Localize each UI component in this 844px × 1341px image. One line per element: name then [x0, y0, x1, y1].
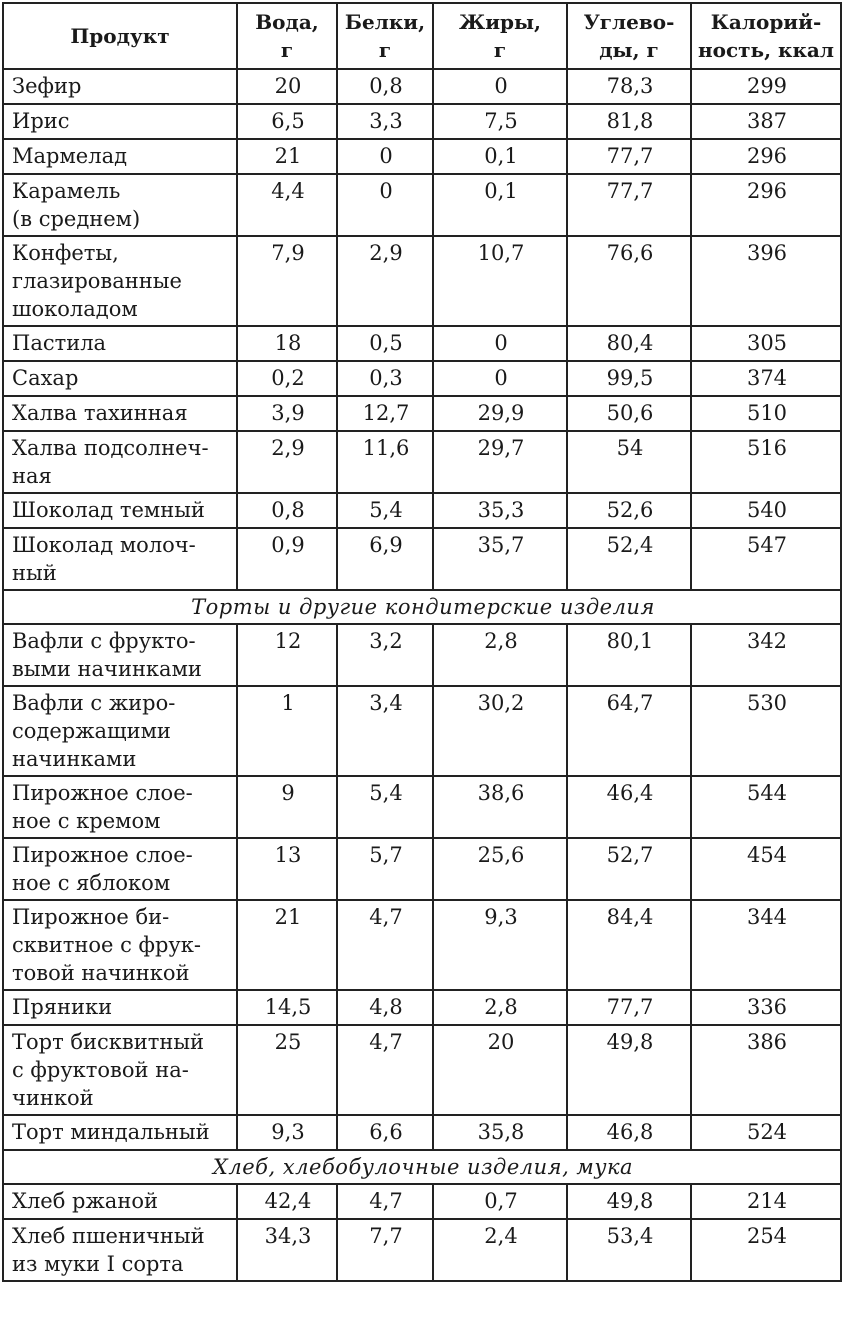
table-body [3, 69, 841, 1281]
product-name-line: шоколадом [12, 297, 138, 321]
product-name [3, 1115, 237, 1150]
table-row [3, 139, 841, 174]
section-row [3, 1150, 841, 1184]
water-value: 21 [237, 900, 337, 990]
carbs-value: 99,5 [567, 361, 691, 396]
water-value: 4,4 [237, 174, 337, 236]
product-name-line: Пирожное слое- [12, 781, 193, 805]
carbs-value: 77,7 [567, 174, 691, 236]
product-name [3, 990, 237, 1025]
header-carbs: Углево- ды, г [567, 3, 691, 69]
fat-value: 9,3 [433, 900, 567, 990]
product-name [3, 326, 237, 361]
fat-value: 10,7 [433, 236, 567, 326]
product-name-line: Торт миндальный [12, 1120, 210, 1144]
protein-value: 6,6 [337, 1115, 433, 1150]
product-name-line: Шоколад молоч- [12, 533, 196, 557]
table-row [3, 838, 841, 900]
section-row [3, 590, 841, 624]
header-calories: Калорий- ность, ккал [691, 3, 841, 69]
carbs-value: 81,8 [567, 104, 691, 139]
water-value: 9,3 [237, 1115, 337, 1150]
product-name-line: выми начинками [12, 657, 202, 681]
product-name [3, 900, 237, 990]
water-value: 12 [237, 624, 337, 686]
product-name [3, 838, 237, 900]
header-water: Вода, г [237, 3, 337, 69]
water-value: 20 [237, 69, 337, 104]
protein-value: 0,8 [337, 69, 433, 104]
table-row [3, 174, 841, 236]
carbs-value: 84,4 [567, 900, 691, 990]
calories-value: 544 [691, 776, 841, 838]
table-row [3, 1025, 841, 1115]
table-row [3, 1219, 841, 1281]
protein-value: 0 [337, 139, 433, 174]
calories-value: 454 [691, 838, 841, 900]
product-name-line: Хлеб пшеничный [12, 1224, 205, 1248]
protein-value: 5,7 [337, 838, 433, 900]
product-name [3, 1219, 237, 1281]
product-name-line: ный [12, 561, 57, 585]
calories-value: 336 [691, 990, 841, 1025]
product-name-line: Вафли с фрукто- [12, 629, 196, 653]
protein-value: 4,8 [337, 990, 433, 1025]
calories-value: 510 [691, 396, 841, 431]
fat-value: 0,1 [433, 139, 567, 174]
protein-value: 0 [337, 174, 433, 236]
carbs-value: 49,8 [567, 1184, 691, 1219]
table-row [3, 69, 841, 104]
fat-value: 7,5 [433, 104, 567, 139]
header-fat: Жиры, г [433, 3, 567, 69]
protein-value: 0,3 [337, 361, 433, 396]
water-value: 0,8 [237, 493, 337, 528]
water-value: 1 [237, 686, 337, 776]
carbs-value: 49,8 [567, 1025, 691, 1115]
protein-value: 0,5 [337, 326, 433, 361]
product-name-line: с фруктовой на- [12, 1058, 189, 1082]
carbs-value: 50,6 [567, 396, 691, 431]
header-product: Продукт [3, 3, 237, 69]
product-name-line: товой начинкой [12, 961, 190, 985]
fat-value: 0 [433, 361, 567, 396]
product-name [3, 361, 237, 396]
table-row [3, 104, 841, 139]
carbs-value: 77,7 [567, 139, 691, 174]
protein-value: 5,4 [337, 493, 433, 528]
calories-value: 524 [691, 1115, 841, 1150]
water-value: 25 [237, 1025, 337, 1115]
product-name-line: содержащими [12, 719, 171, 743]
calories-value: 387 [691, 104, 841, 139]
calories-value: 540 [691, 493, 841, 528]
carbs-value: 64,7 [567, 686, 691, 776]
water-value: 7,9 [237, 236, 337, 326]
fat-value: 29,9 [433, 396, 567, 431]
water-value: 9 [237, 776, 337, 838]
water-value: 6,5 [237, 104, 337, 139]
protein-value: 5,4 [337, 776, 433, 838]
water-value: 14,5 [237, 990, 337, 1025]
nutrition-table [2, 2, 842, 1282]
protein-value: 11,6 [337, 431, 433, 493]
product-name [3, 104, 237, 139]
table-row [3, 493, 841, 528]
product-name-line: Конфеты, [12, 241, 119, 265]
product-name [3, 431, 237, 493]
protein-value: 4,7 [337, 900, 433, 990]
protein-value: 4,7 [337, 1184, 433, 1219]
water-value: 3,9 [237, 396, 337, 431]
product-name-line: Пирожное слое- [12, 843, 193, 867]
product-name-line: Карамель [12, 179, 121, 203]
protein-value: 7,7 [337, 1219, 433, 1281]
product-name-line: Халва тахинная [12, 401, 188, 425]
carbs-value: 78,3 [567, 69, 691, 104]
calories-value: 530 [691, 686, 841, 776]
table-row [3, 431, 841, 493]
table-row [3, 1184, 841, 1219]
product-name [3, 1184, 237, 1219]
water-value: 2,9 [237, 431, 337, 493]
calories-value: 516 [691, 431, 841, 493]
protein-value: 3,2 [337, 624, 433, 686]
product-name-line: Торт бисквитный [12, 1030, 205, 1054]
product-name [3, 174, 237, 236]
product-name [3, 396, 237, 431]
carbs-value: 80,1 [567, 624, 691, 686]
product-name [3, 686, 237, 776]
fat-value: 35,8 [433, 1115, 567, 1150]
product-name-line: Халва подсолнеч- [12, 436, 209, 460]
carbs-value: 54 [567, 431, 691, 493]
product-name-line: чинкой [12, 1086, 94, 1110]
calories-value: 305 [691, 326, 841, 361]
table-row [3, 686, 841, 776]
carbs-value: 46,4 [567, 776, 691, 838]
product-name [3, 528, 237, 590]
carbs-value: 80,4 [567, 326, 691, 361]
fat-value: 0,1 [433, 174, 567, 236]
water-value: 21 [237, 139, 337, 174]
carbs-value: 52,4 [567, 528, 691, 590]
product-name [3, 69, 237, 104]
protein-value: 2,9 [337, 236, 433, 326]
water-value: 34,3 [237, 1219, 337, 1281]
product-name [3, 236, 237, 326]
product-name-line: из муки I сорта [12, 1252, 184, 1276]
water-value: 0,9 [237, 528, 337, 590]
table-row [3, 528, 841, 590]
table-header [3, 3, 841, 69]
protein-value: 12,7 [337, 396, 433, 431]
water-value: 18 [237, 326, 337, 361]
product-name [3, 1025, 237, 1115]
carbs-value: 52,7 [567, 838, 691, 900]
calories-value: 396 [691, 236, 841, 326]
calories-value: 547 [691, 528, 841, 590]
product-name-line: ное с кремом [12, 809, 161, 833]
table-row [3, 624, 841, 686]
fat-value: 25,6 [433, 838, 567, 900]
protein-value: 6,9 [337, 528, 433, 590]
product-name-line: Пирожное би- [12, 905, 170, 929]
fat-value: 0,7 [433, 1184, 567, 1219]
product-name-line: Шоколад темный [12, 498, 205, 522]
fat-value: 30,2 [433, 686, 567, 776]
product-name-line: ное с яблоком [12, 871, 171, 895]
fat-value: 29,7 [433, 431, 567, 493]
product-name-line: начинками [12, 747, 137, 771]
table-row [3, 776, 841, 838]
protein-value: 3,4 [337, 686, 433, 776]
product-name [3, 139, 237, 174]
table-row [3, 990, 841, 1025]
water-value: 42,4 [237, 1184, 337, 1219]
carbs-value: 77,7 [567, 990, 691, 1025]
product-name-line: Вафли с жиро- [12, 691, 176, 715]
fat-value: 35,7 [433, 528, 567, 590]
fat-value: 0 [433, 69, 567, 104]
product-name-line: глазированные [12, 269, 182, 293]
fat-value: 2,8 [433, 990, 567, 1025]
calories-value: 344 [691, 900, 841, 990]
fat-value: 38,6 [433, 776, 567, 838]
protein-value: 4,7 [337, 1025, 433, 1115]
calories-value: 299 [691, 69, 841, 104]
header-protein: Белки, г [337, 3, 433, 69]
calories-value: 386 [691, 1025, 841, 1115]
calories-value: 214 [691, 1184, 841, 1219]
product-name-line: Хлеб ржаной [12, 1189, 158, 1213]
water-value: 0,2 [237, 361, 337, 396]
carbs-value: 76,6 [567, 236, 691, 326]
product-name-line: ная [12, 464, 52, 488]
carbs-value: 53,4 [567, 1219, 691, 1281]
table-row [3, 396, 841, 431]
calories-value: 374 [691, 361, 841, 396]
fat-value: 2,8 [433, 624, 567, 686]
calories-value: 296 [691, 174, 841, 236]
carbs-value: 46,8 [567, 1115, 691, 1150]
product-name-line: Ирис [12, 109, 70, 133]
table-row [3, 236, 841, 326]
protein-value: 3,3 [337, 104, 433, 139]
section-title: Торты и другие кондитерские изделия [3, 590, 841, 624]
table-row [3, 361, 841, 396]
product-name-line: Сахар [12, 366, 79, 390]
product-name [3, 776, 237, 838]
section-title: Хлеб, хлебобулочные изделия, мука [3, 1150, 841, 1184]
product-name-line: сквитное с фрук- [12, 933, 201, 957]
calories-value: 296 [691, 139, 841, 174]
product-name-line: Пряники [12, 995, 113, 1019]
table-row [3, 326, 841, 361]
table-row [3, 900, 841, 990]
calories-value: 254 [691, 1219, 841, 1281]
calories-value: 342 [691, 624, 841, 686]
product-name [3, 493, 237, 528]
product-name-line: Пастила [12, 331, 107, 355]
fat-value: 35,3 [433, 493, 567, 528]
product-name-line: Зефир [12, 74, 82, 98]
product-name-line: (в среднем) [12, 207, 141, 231]
product-name-line: Мармелад [12, 144, 128, 168]
fat-value: 20 [433, 1025, 567, 1115]
fat-value: 0 [433, 326, 567, 361]
product-name [3, 624, 237, 686]
carbs-value: 52,6 [567, 493, 691, 528]
table-row [3, 1115, 841, 1150]
water-value: 13 [237, 838, 337, 900]
fat-value: 2,4 [433, 1219, 567, 1281]
